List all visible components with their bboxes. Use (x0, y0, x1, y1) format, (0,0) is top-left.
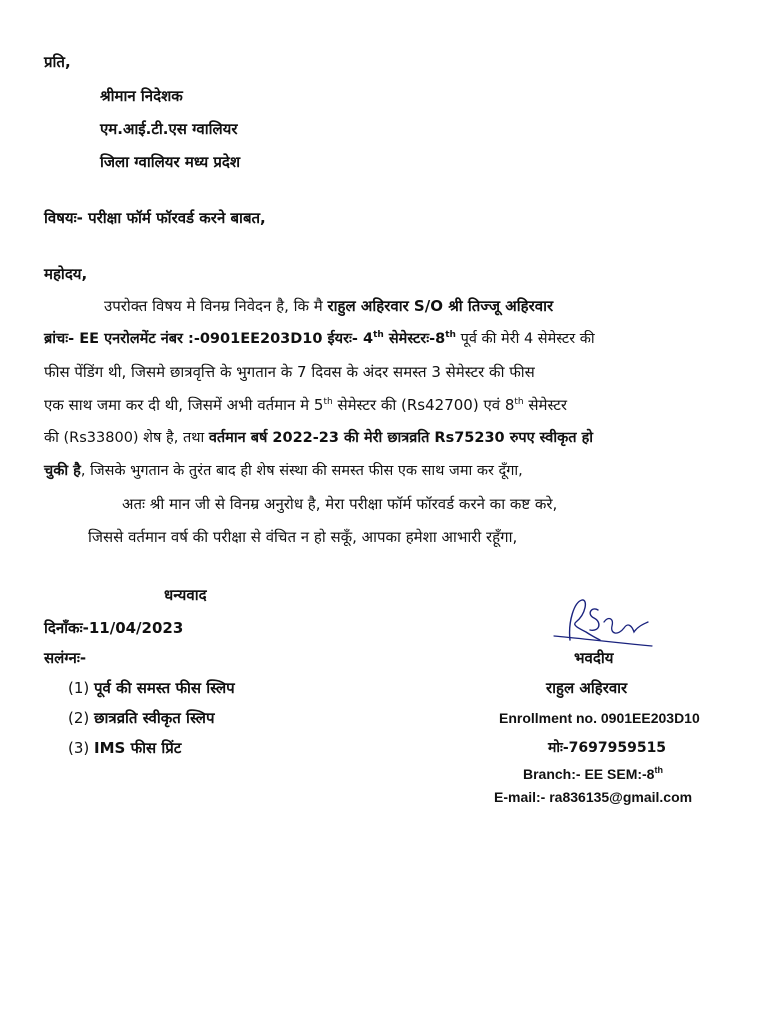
sender-branch-sup: th (654, 765, 663, 775)
salutation-to: प्रति, (44, 53, 71, 71)
attachment-label: पूर्व की समस्त फीस स्लिप (94, 679, 235, 697)
body-line-6-bold: चुकी है (44, 463, 81, 479)
thanks: धन्यवाद (164, 586, 207, 604)
attachment-number: (3) (68, 739, 90, 757)
semester-sup: th (445, 330, 456, 340)
sender-mobile: मोः-7697959515 (548, 740, 667, 756)
attachment-label: छात्रव्रति स्वीकृत स्लिप (94, 709, 215, 727)
scholarship-text: वर्तमान बर्ष 2022-23 की मेरी छात्रव्रति Rs75230 रुपए स्वीकृत हो (208, 430, 594, 446)
body-line-5-a: की (Rs33800) शेष है, तथा (44, 430, 209, 446)
attachment-item-3 (68, 738, 181, 758)
attachment-item-2 (68, 708, 214, 728)
body-line-2-rest: पूर्व की मेरी 4 सेमेस्टर की (455, 331, 595, 347)
attachment-number: (2) (68, 709, 90, 727)
greeting: महोदय, (44, 265, 88, 283)
body-line-6-rest: , जिसके भुगतान के तुरंत बाद ही शेष संस्था की समस्त फीस एक साथ जमा कर दूँगा, (80, 463, 523, 479)
body-line-4-b: सेमेस्टर की (Rs42700) एवं 8 (332, 396, 515, 414)
body-line-7: अतः श्री मान जी से विनम्र अनुरोध है, मेरा परीक्षा फॉर्म फॉरवर्ड करने का कष्ट करे, (122, 495, 558, 513)
enrollment-year: एनरोलमेंट नंबर :-0901EE203D10 ईयरः- 4 (104, 331, 374, 347)
body-line-2 (44, 329, 595, 349)
attachment-label: IMS फीस प्रिंट (94, 739, 182, 757)
sender-email: E-mail:- ra836135@gmail.com (494, 789, 693, 805)
body-line-5 (44, 428, 593, 448)
body-line-4-sup2: th (514, 397, 524, 407)
branch-label: ब्रांचः- EE (44, 331, 105, 347)
subject-line: विषयः- परीक्षा फॉर्म फॉरवर्ड करने बाबत, (44, 209, 266, 227)
year-sup: th (373, 330, 384, 340)
body-line-4-sup1: th (323, 397, 333, 407)
sender-branch (523, 764, 663, 784)
sender-name: राहुल अहिरवार (546, 679, 628, 697)
body-line-4-c: सेमेस्टर (523, 396, 568, 414)
closing: भवदीय (574, 649, 614, 667)
body-line-1-text: उपरोक्त विषय मे विनम्र निवेदन है, कि मै (104, 297, 328, 315)
body-line-1 (104, 296, 553, 316)
date-line: दिनाँकः-11/04/2023 (44, 619, 184, 637)
semester-label: सेमेस्टरः-8 (383, 331, 446, 347)
attachment-number: (1) (68, 679, 90, 697)
recipient-line-1: श्रीमान निदेशक (100, 87, 183, 105)
body-line-3: फीस पेंडिंग थी, जिसमे छात्रवृत्ति के भुगतान के 7 दिवस के अंदर समस्त 3 सेमेस्टर की फीस (44, 363, 535, 381)
recipient-line-2: एम.आई.टी.एस ग्वालियर (100, 120, 238, 138)
attachment-item-1 (68, 678, 235, 698)
body-line-4-a: एक साथ जमा कर दी थी, जिसमें अभी वर्तमान मे 5 (44, 396, 324, 414)
attachments-heading: सलंग्नः- (44, 649, 87, 667)
body-line-6 (44, 461, 523, 481)
recipient-line-3: जिला ग्वालियर मध्य प्रदेश (100, 153, 241, 171)
sender-branch-text: Branch:- EE SEM:-8 (523, 766, 655, 782)
sender-enrollment: Enrollment no. 0901EE203D10 (499, 710, 700, 726)
body-line-4 (44, 395, 567, 415)
body-line-1-name: राहुल अहिरवार S/O श्री तिज्जू अहिरवार (327, 297, 554, 315)
body-line-8: जिससे वर्तमान वर्ष की परीक्षा से वंचित न हो सकूँ, आपका हमेशा आभारी रहूँगा, (88, 528, 518, 546)
